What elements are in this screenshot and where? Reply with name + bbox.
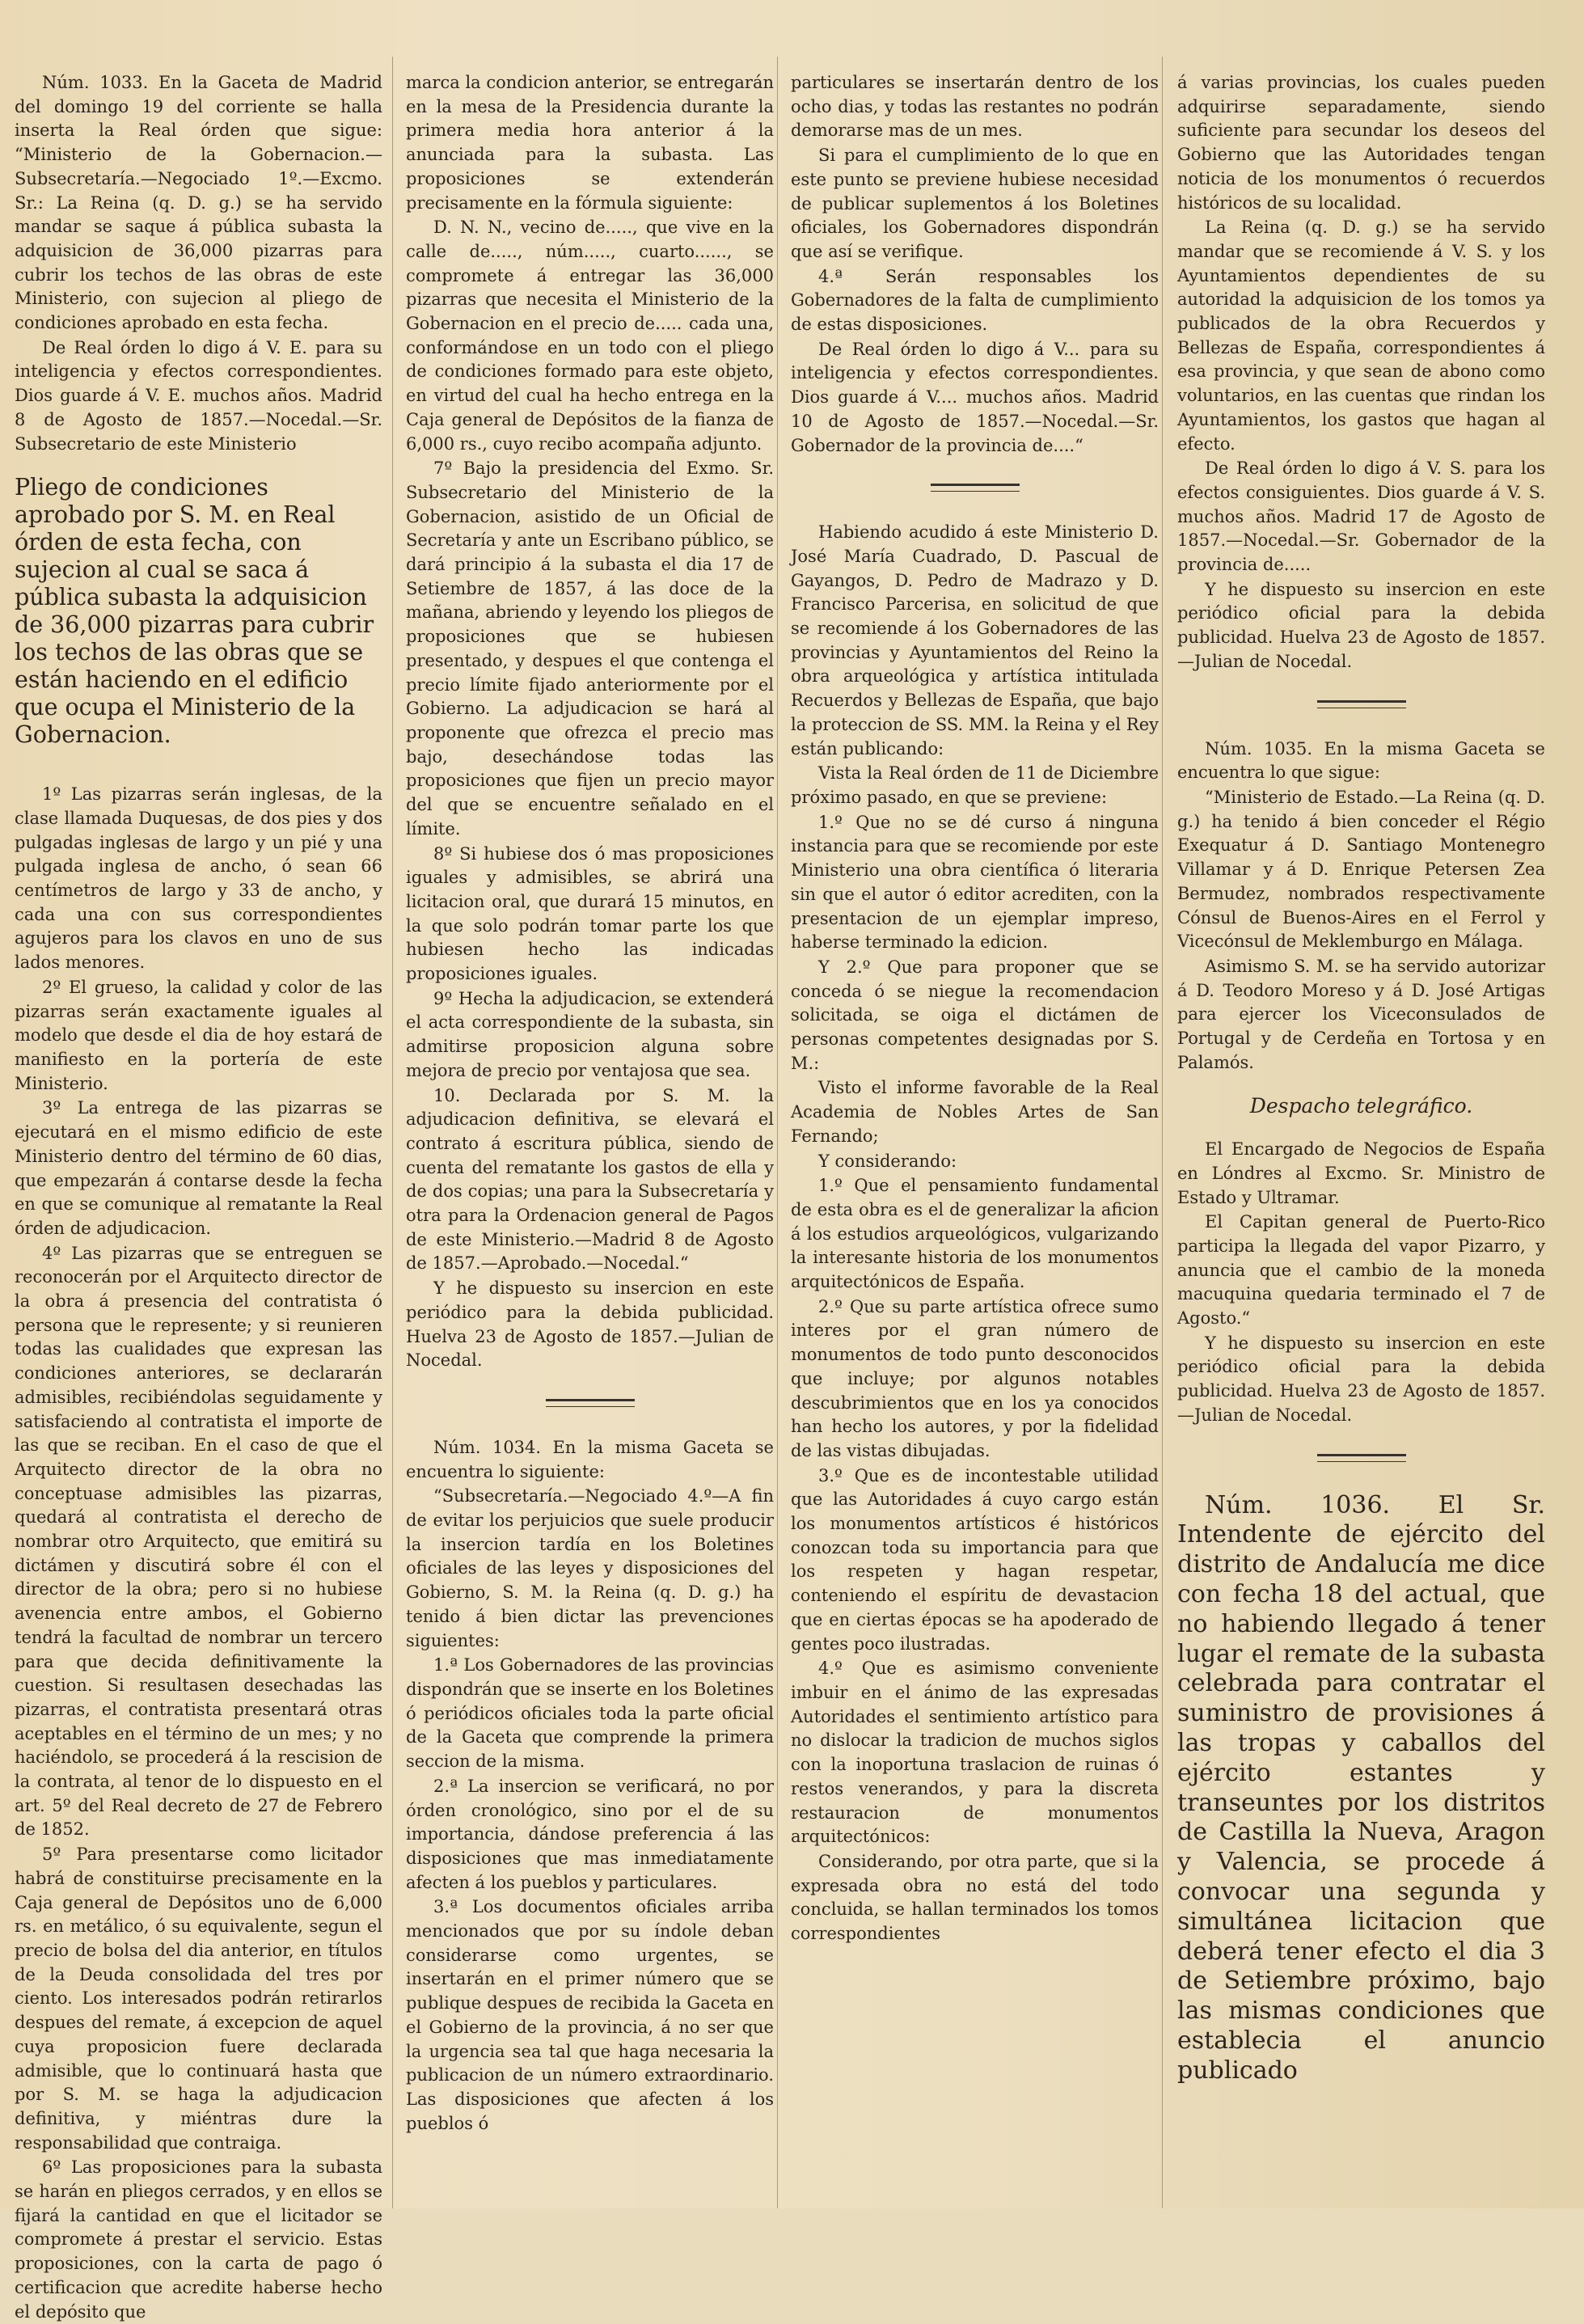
paragraph: El Encargado de Negocios de España en Lóndres al Excmo. Sr. Ministro de Estado y Ultramar.	[1177, 1139, 1545, 1207]
condition-5: 5º Para presentarse como licitador habrá de constituirse precisamente en la Caja general de Depósitos uno de 6,000 rs. en metálico, ó su equivalente, segun el precio de bolsa del dia anterior, en títulos de la Deuda consolidada del tres por ciento. Los interesados podrán retirarlos despues del remate, á excepcion de aquel cuya proposicion fuere declarada admisible, que lo continuará hasta que por S. M. se haga la adjudicacion definitiva, y miéntras dure la responsabilidad que contraiga.	[15, 1844, 382, 2153]
condition-10: 10. Declarada por S. M. la adjudicacion definitiva, se elevará el contrato á escritura pública, siendo de cuenta del rematante los gastos de ella y de dos copias; una para la Subsecretaría y otra para la Ordenacion general de Pagos de este Ministerio.—Madrid 8 de Agosto de 1857.—Aprobado.—Nocedal.“	[406, 1085, 774, 1274]
paragraph: 3.º Que es de incontestable utilidad que las Autoridades á cuyo cargo están los monumentos artísticos é históricos conozcan toda su importancia para que los respeten y hagan respetar, conteniendo el espíritu de devastacion que en ciertas épocas se ha apoderado de gentes poco ilustradas.	[791, 1465, 1159, 1654]
paragraph: Si para el cumplimiento de lo que en este punto se previene hubiese necesidad de publicar suplementos á los Boletines oficiales, los Gobernadores dispondrán que así se verifique.	[791, 146, 1159, 261]
paragraph: á varias provincias, los cuales pueden adquirirse separadamente, siendo suficiente para secundar los deseos del Gobierno que las Autoridades tengan noticia de los monumentos ó recuerdos históricos de su localidad.	[1177, 73, 1545, 213]
condition-4: 4º Las pizarras que se entreguen se reconocerán por el Arquitecto director de la obra á presencia del contratista ó persona que le represente; y si reunieren todas las cualidades que expresan las condiciones anteriores, se declararán admisibles, recibiéndolas seguidamente y satisfaciendo al contratista el importe de las que se reciban. En el caso de que el Arquitecto director de la obra no conceptuase admisibles las pizarras, quedará al contratista el derecho de nombrar otro Arquitecto, que emitirá su dictámen y discutirá sobre él con el director de la obra; pero si no hubiese avenencia entre ambos, el Gobierno tendrá la facultad de nombrar un tercero para que decida definitivamente la cuestion. Si resultasen desechadas las pizarras, el contratista presentará otras aceptables en el término de un mes; y no haciéndolo, se procederá á la rescision de la contrata, al tenor de lo dispuesto en el art. 5º del Real decreto de 27 de Febrero de 1852.	[15, 1243, 382, 1840]
separator-rule	[1317, 700, 1406, 708]
separator-rule	[931, 484, 1020, 492]
paragraph: El Capitan general de Puerto-Rico participa la llegada del vapor Pizarro, y anuncia que el cambio de la moneda macuquina quedaria terminado el 7 de Agosto.“	[1177, 1212, 1545, 1329]
paragraph: Y he dispuesto su insercion en este periódico oficial para la debida publicidad. Huelva 23 de Agosto de 1857.—Julian de Nocedal.	[1177, 1333, 1545, 1425]
paragraph: particulares se insertarán dentro de los ocho dias, y todas las restantes no podrán demorarse mas de un mes.	[791, 73, 1159, 141]
paragraph: 4.º Que es asimismo conveniente imbuir en el ánimo de las expresadas Autoridades el sentimiento artístico para no dislocar la tradicion de muchos siglos con la inoportuna traslacion de ruinas ó restos venerandos, y para la discreta restauracion de monumentos arquitectónicos:	[791, 1658, 1159, 1847]
paragraph: De Real órden lo digo á V. S. para los efectos consiguientes. Dios guarde á V. S. muchos años. Madrid 17 de Agosto de 1857.—Nocedal.—Sr. Gobernador de la provincia de.....	[1177, 458, 1545, 575]
notice-1033: Núm. 1033. En la Gaceta de Madrid del domingo 19 del corriente se halla inserta la Real órden que sigue: “Ministerio de la Gobernacion.—Subsecretaría.—Negociado 1º.—Excmo. Sr.: La Reina (q. D. g.) se ha servido mandar se saque á pública subasta la adquisicion de 36,000 pizarras para cubrir los techos de las obras de este Ministerio, con sujecion al pliego de condiciones aprobado en esta fecha.	[15, 73, 382, 333]
prevencion-1: 1.ª Los Gobernadores de las provincias dispondrán que se inserte en los Boletines ó periódicos oficiales toda la parte oficial de la Gaceta que comprende la primera seccion de la misma.	[406, 1655, 774, 1772]
paragraph: Y he dispuesto su insercion en este periódico oficial para la debida publicidad. Huelva 23 de Agosto de 1857.—Julian de Nocedal.	[1177, 579, 1545, 671]
condition-2: 2º El grueso, la calidad y color de las pizarras serán exactamente iguales al modelo que desde el dia de hoy estará de manifiesto en la portería de este Ministerio.	[15, 977, 382, 1093]
paragraph: 2.º Que su parte artística ofrece sumo interes por el gran número de monumentos de todo punto desconocidos que incluye; por algunos notables descubrimientos que en los ya conocidos han hecho los autores, y por la fidelidad de las vistas dibujadas.	[791, 1296, 1159, 1460]
paragraph: De Real órden lo digo á V. E. para su inteligencia y efectos correspondientes. Dios guarde á V. E. muchos años. Madrid 8 de Agosto de 1857.—Nocedal.—Sr. Subsecretario de este Ministerio	[15, 337, 382, 454]
paragraph: Considerando, por otra parte, que si la expresada obra no está del todo concluida, se hallan terminados los tomos correspondientes	[791, 1851, 1159, 1944]
paragraph: 1.º Que no se dé curso á ninguna instancia para que se recomiende por este Ministerio una obra científica ó literaria sin que el autor ó editor acrediten, con la presentacion de un ejemplar impreso, haberse terminado la edicion.	[791, 812, 1159, 953]
paragraph: “Ministerio de Estado.—La Reina (q. D. g.) ha tenido á bien conceder el Régio Exequatur á D. Santiago Montenegro Villamar y á D. Enrique Petersen Zea Bermudez, nombrados respectivamente Cónsul de Buenos-Aires en el Ferrol y Vicecónsul de Meklemburgo en Málaga.	[1177, 787, 1545, 952]
formula: D. N. N., vecino de....., que vive en la calle de....., núm....., cuarto......, se compromete á entregar las 36,000 pizarras que necesita el Ministerio de la Gobernacion en el precio de..... cada una, conformándose en un todo con el pliego de condiciones formado para este objeto, en virtud del cual ha hecho entrega en la Caja general de Depósitos de la fianza de 6,000 rs., cuyo recibo acompaña adjunto.	[406, 218, 774, 454]
column-4	[1177, 71, 1545, 2198]
column-2	[406, 71, 774, 2198]
separator-rule	[546, 1399, 635, 1407]
paragraph: Habiendo acudido á este Ministerio D. José María Cuadrado, D. Pascual de Gayangos, D. Pedro de Madrazo y D. Francisco Parcerisa, en solicitud de que se recomiende á los Gobernadores de las provincias y Ayuntamientos del Reino la obra arqueológica y artística intitulada Recuerdos y Bellezas de España, que bajo la proteccion de SS. MM. la Reina y el Rey están publicando:	[791, 522, 1159, 758]
column-divider	[392, 57, 393, 2208]
condition-9: 9º Hecha la adjudicacion, se extenderá el acta correspondiente de la subasta, sin admitirse proposicion alguna sobre mejora de precio por ventajosa que sea.	[406, 988, 774, 1080]
paragraph: “Subsecretaría.—Negociado 4.º—A fin de evitar los perjuicios que suele producir la insercion tardía en los Boletines oficiales de las leyes y disposiciones del Gobierno, S. M. la Reina (q. D. g.) ha tenido á bien dictar las prevenciones siguientes:	[406, 1486, 774, 1650]
condition-6: 6º Las proposiciones para la subasta se harán en pliegos cerrados, y en ellos se fijará la cantidad en que el licitador se compromete á prestar el servicio. Estas proposiciones, con la carta de pago ó certificacion que acredite haberse hecho el depósito que	[15, 2157, 382, 2322]
paragraph: 1.º Que el pensamiento fundamental de esta obra es el de generalizar la aficion á los estudios arqueológicos, vulgarizando la interesante historia de los monumentos arquitectónicos de España.	[791, 1176, 1159, 1292]
paragraph: La Reina (q. D. g.) se ha servido mandar que se recomiende á V. S. y los Ayuntamientos dependientes de su autoridad la adquisicion de los tomos ya publicados de la obra Recuerdos y Bellezas de España, correspondientes á esa provincia, y que sean de abono como voluntarios, en las cuentas que rindan los Ayuntamientos, los gastos que hagan al efecto.	[1177, 218, 1545, 454]
paragraph: marca la condicion anterior, se entregarán en la mesa de la Presidencia durante la primera media hora anterior á la anunciada para la subasta. Las proposiciones se extenderán precisamente en la fórmula siguiente:	[406, 73, 774, 213]
paragraph: Y considerando:	[818, 1151, 957, 1171]
column-divider	[1162, 57, 1163, 2208]
condition-3: 3º La entrega de las pizarras se ejecutará en el mismo edificio de este Ministerio dentro del término de 60 dias, que empezarán á contarse desde la fecha en que se comunique al rematante la Real órden de adjudicacion.	[15, 1098, 382, 1238]
paragraph: Y he dispuesto su insercion en este periódico para la debida publicidad. Huelva 23 de Agosto de 1857.—Julian de Nocedal.	[406, 1278, 774, 1371]
column-1	[15, 71, 382, 2322]
notice-1035: Núm. 1035. En la misma Gaceta se encuentra lo que sigue:	[1177, 738, 1545, 783]
paragraph: De Real órden lo digo á V... para su inteligencia y efectos correspondientes. Dios guarde á V.... muchos años. Madrid 10 de Agosto de 1857.—Nocedal.—Sr. Gobernador de la provincia de....“	[791, 339, 1159, 455]
prevencion-4: 4.ª Serán responsables los Gobernadores de la falta de cumplimiento de estas disposiciones.	[791, 266, 1159, 335]
condition-8: 8º Si hubiese dos ó mas proposiciones iguales y admisibles, se abrirá una licitacion oral, que durará 15 minutos, en la que solo podrán tomar parte los que hubiesen hecho las indicadas proposiciones iguales.	[406, 843, 774, 984]
notice-1034: Núm. 1034. En la misma Gaceta se encuentra lo siguiente:	[406, 1437, 774, 1481]
section-heading: Despacho telegráfico.	[1249, 1094, 1473, 1118]
paragraph: Vista la Real órden de 11 de Diciembre próximo pasado, en que se previene:	[791, 763, 1159, 807]
column-3	[791, 71, 1159, 2198]
pliego-title: Pliego de condiciones aprobado por S. M. en Real órden de esta fecha, con sujecion al cual se saca á pública subasta la adquisicion de 36,000 pizarras para cubrir los techos de las obras que se están haciendo en el edificio que ocupa el Ministerio de la Gobernacion.	[15, 474, 374, 749]
separator-rule	[1317, 1454, 1406, 1462]
prevencion-2: 2.ª La insercion se verificará, no por órden cronológico, sino por el de su importancia, dándose preferencia á las disposiciones que mas inmediatamente afecten á los pueblos y particulares.	[406, 1776, 774, 1892]
paragraph: Asimismo S. M. se ha servido autorizar á D. Teodoro Moreso y á D. José Artigas para ejercer los Viceconsulados de Portugal y de Cerdeña en Tortosa y en Palamós.	[1177, 956, 1545, 1072]
condition-1: 1º Las pizarras serán inglesas, de la clase llamada Duquesas, de dos pies y dos pulgadas inglesas de largo y un pié y una pulgada inglesa de ancho, ó sean 66 centímetros de largo y 33 de ancho, y cada una con sus correspondientes agujeros para los clavos en uno de sus lados menores.	[15, 784, 382, 973]
paragraph: Y 2.º Que para proponer que se conceda ó se niegue la recomendacion solicitada, se oiga el dictámen de personas competentes designadas por S. M.:	[791, 957, 1159, 1073]
column-divider	[777, 57, 778, 2208]
prevencion-3: 3.ª Los documentos oficiales arriba mencionados que por su índole deban considerarse como urgentes, se insertarán en el primer número que se publique despues de recibida la Gaceta en el Gobierno de la provincia, á no ser que la urgencia sea tal que haga necesaria la publicacion de un número extraordinario. Las disposiciones que afecten á los pueblos ó	[406, 1897, 774, 2133]
paragraph: Visto el informe favorable de la Real Academia de Nobles Artes de San Fernando;	[791, 1078, 1159, 1146]
condition-7: 7º Bajo la presidencia del Exmo. Sr. Subsecretario del Ministerio de la Gobernacion, asistido de un Oficial de Secretaría y ante un Escribano público, se dará principio á la subasta el dia 17 de Setiembre de 1857, á las doce de la mañana, abriendo y leyendo los pliegos de proposiciones que se hubiesen presentado, y despues el que contenga el precio límite fijado anteriormente por el Gobierno. La adjudicacion se hará al proponente que ofrezca el precio mas bajo, desechándose todas las proposiciones que fijen un precio mayor del que se encuentre señalado en el límite.	[406, 458, 774, 839]
notice-1036: Núm. 1036. El Sr. Intendente de ejército del distrito de Andalucía me dice con fecha 18 del actual, que no habiendo llegado á tener lugar el remate de la subasta celebrada para contratar el suministro de provisiones á las tropas y caballos del ejército estantes y transeuntes por los distritos de Castilla la Nueva, Aragon y Valencia, se procede á convocar una segunda y simultánea licitacion que deberá tener efecto el dia 3 de Setiembre próximo, bajo las mismas condiciones que establecia el anuncio publicado	[1177, 1490, 1545, 2085]
